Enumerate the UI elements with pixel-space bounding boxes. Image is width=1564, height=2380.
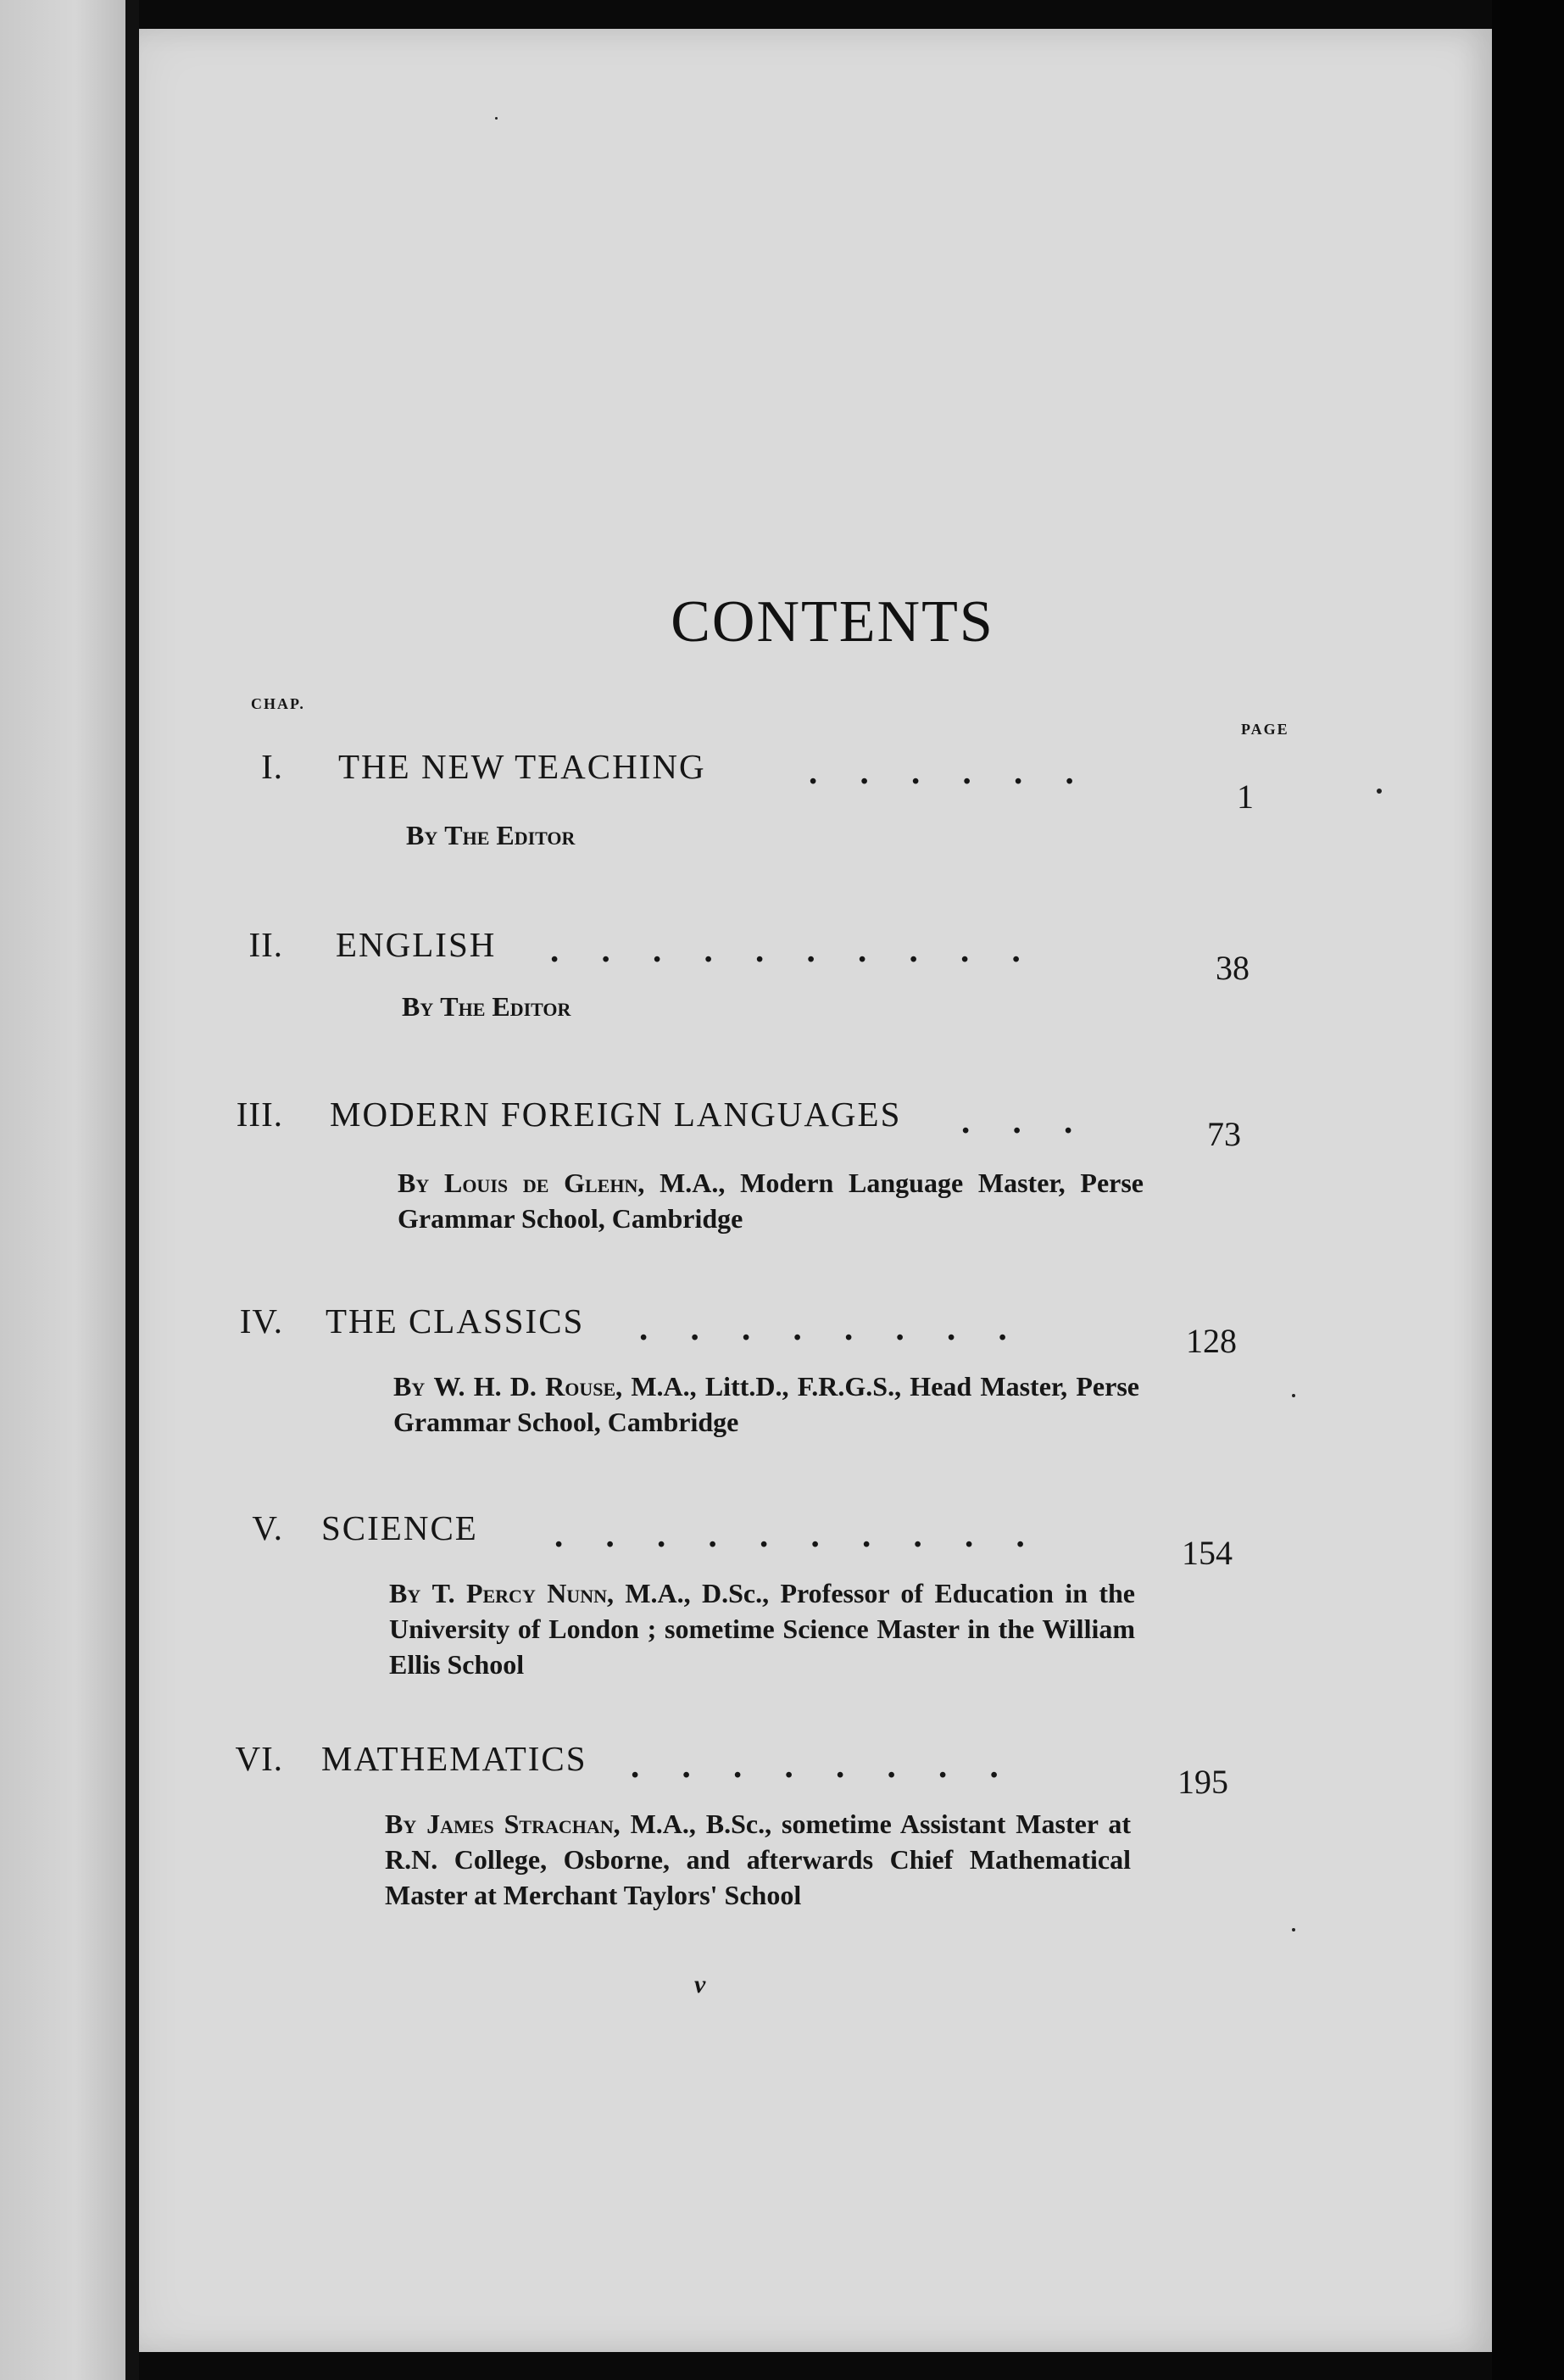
- chapter-number: III.: [236, 1095, 283, 1134]
- author-by: By: [402, 991, 434, 1022]
- scan-speck: [495, 117, 498, 120]
- facing-page-edge: [0, 0, 125, 2380]
- chapter-number: IV.: [239, 1301, 283, 1340]
- chapter-number: VI.: [235, 1739, 283, 1778]
- page-number: 73: [1207, 1115, 1241, 1153]
- leader-dots: . . . . . . . . . .: [550, 930, 1038, 969]
- leader-dots: . . . . . . . .: [639, 1308, 1024, 1347]
- scan-speck: [1292, 1394, 1295, 1397]
- chapter-author: [393, 1368, 1139, 1440]
- page-number: 195: [1177, 1763, 1228, 1801]
- page-number: 1: [1237, 778, 1254, 816]
- scan-border: [1492, 0, 1564, 2380]
- page-column-header: PAGE: [1241, 721, 1289, 738]
- chapter-title: MATHEMATICS: [321, 1739, 587, 1778]
- author-name: The Editor: [444, 820, 576, 850]
- author-by: By: [385, 1809, 417, 1839]
- author-by: By: [393, 1371, 426, 1402]
- chapter-number: I.: [261, 747, 283, 786]
- page-number: 128: [1186, 1322, 1237, 1360]
- page-number: 154: [1182, 1534, 1233, 1572]
- leader-dots: . . . . . . . . . .: [554, 1515, 1042, 1554]
- scan-speck: [1292, 1928, 1295, 1931]
- author-by: By: [389, 1578, 421, 1608]
- leader-dots: . . .: [961, 1101, 1090, 1140]
- page-title: CONTENTS: [671, 589, 994, 655]
- chapter-author: [398, 1165, 1144, 1236]
- chapter-author: [389, 1575, 1135, 1682]
- author-by: By: [406, 820, 438, 850]
- chapter-author: [402, 989, 1148, 1024]
- page-folio: v: [694, 1970, 706, 1998]
- page-number: 38: [1216, 949, 1250, 987]
- author-name: The Editor: [440, 991, 571, 1022]
- author-details: , M.A., B.Sc., sometime Assistant Master at R.N. College, Osborne, and afterwards Chief Mathematical Master at Merchant Taylors' School: [385, 1809, 1132, 1910]
- chapter-title: THE CLASSICS: [326, 1301, 585, 1340]
- chap-column-header: CHAP.: [251, 695, 305, 712]
- contents-page: [139, 29, 1492, 2352]
- book-gutter: [125, 0, 139, 2380]
- author-details: , M.A., D.Sc., Professor of Education in the University of London ; sometime Science Master in the William Ellis School: [389, 1578, 1136, 1680]
- author-name: W. H. D. Rouse: [433, 1371, 616, 1402]
- scan-speck: [1377, 789, 1382, 794]
- chapter-title: THE NEW TEACHING: [338, 747, 706, 786]
- chapter-author: [385, 1806, 1131, 1913]
- author-details: , M.A., Modern Language Master, Perse Grammar School, Cambridge: [398, 1168, 1144, 1234]
- author-name: Louis de Glehn: [443, 1168, 638, 1198]
- author-name: T. Percy Nunn: [431, 1578, 607, 1608]
- chapter-number: V.: [252, 1508, 283, 1547]
- chapter-title: SCIENCE: [321, 1508, 478, 1547]
- chapter-author: [406, 817, 1152, 853]
- chapter-title: MODERN FOREIGN LANGUAGES: [330, 1095, 902, 1134]
- chapter-number: II.: [248, 925, 283, 964]
- author-name: James Strachan: [426, 1809, 614, 1839]
- author-by: By: [398, 1168, 430, 1198]
- leader-dots: . . . . . . . .: [631, 1746, 1016, 1785]
- author-details: , M.A., Litt.D., F.R.G.S., Head Master, Perse Grammar School, Cambridge: [393, 1371, 1139, 1437]
- chapter-title: ENGLISH: [336, 925, 497, 964]
- leader-dots: . . . . . .: [809, 752, 1091, 791]
